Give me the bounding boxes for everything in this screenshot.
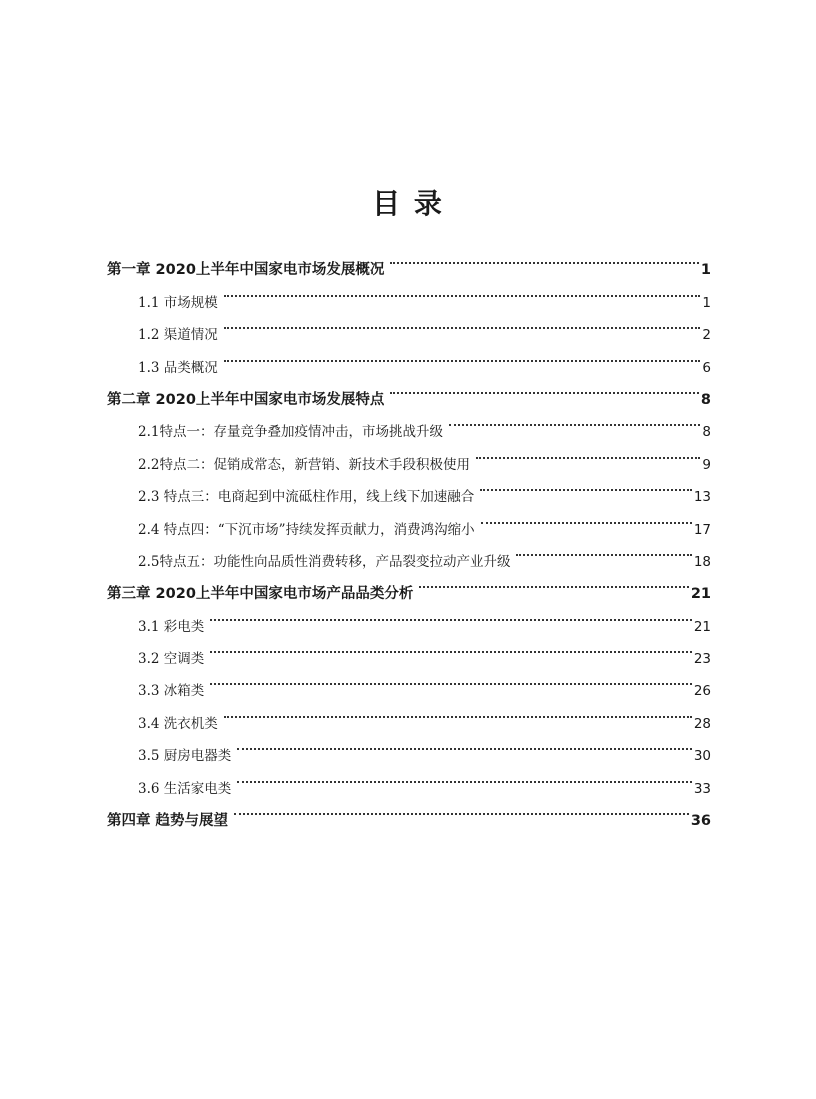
toc-entry-page-number: 13 [693,489,711,506]
toc-entry-page-number: 21 [690,586,711,603]
toc-dot-leader [224,339,701,371]
toc-entry-page-number: 33 [693,780,711,797]
toc-entry-page-number: 1 [700,262,711,279]
toc-entry-page-number: 8 [700,391,711,408]
toc-entry-page-number: 9 [702,456,711,473]
toc-entry-label: 2.1特点一：存量竞争叠加疫情冲击，市场挑战升级 [138,424,443,441]
toc-entry-label: 2.2特点二：促销成常态，新营销、新技术手段积极使用 [138,456,470,473]
toc-entry-page-number: 30 [693,748,711,765]
toc-entry-page-number: 17 [693,521,711,538]
toc-dot-leader [237,760,692,792]
toc-dot-leader [390,372,699,404]
toc-dot-leader [210,631,692,663]
page-title: 目 录 [372,187,444,220]
toc-entry-label: 2.4 特点四：“下沉市场”持续发挥贡献力，消费鸿沟缩小 [138,521,475,538]
toc-dot-leader [224,695,692,727]
toc-entry-label: 第一章 2020上半年中国家电市场发展概况 [107,262,385,279]
toc-dot-leader [476,436,700,468]
toc-entry-page-number: 6 [702,359,711,376]
toc-dot-leader [237,728,692,760]
toc-dot-leader [234,793,689,825]
toc-entry-page-number: 8 [702,424,711,441]
toc-entry-page-number: 28 [693,715,711,732]
toc-entry-label: 2.3 特点三：电商起到中流砥柱作用，线上线下加速融合 [138,489,475,506]
toc-entry-label: 3.1 彩电类 [138,618,205,635]
toc-dot-leader [210,663,692,695]
toc-dot-leader [210,598,692,630]
toc-entry-label: 3.4 洗衣机类 [138,715,218,732]
toc-entry-page-number: 1 [702,294,711,311]
toc-entry-label: 1.2 渠道情况 [138,327,218,344]
toc-entry-label: 1.1 市场规模 [138,294,218,311]
toc-dot-leader [449,404,700,436]
toc-dot-leader [481,501,692,533]
toc-entry-label: 第二章 2020上半年中国家电市场发展特点 [107,391,385,408]
toc-dot-leader [516,534,691,566]
toc-entry-page-number: 18 [693,553,711,570]
toc-entry-page-number: 23 [693,651,711,668]
toc-entry-label: 第四章 趋势与展望 [107,813,229,830]
toc-dot-leader [224,307,701,339]
toc-entry-label: 3.5 厨房电器类 [138,748,232,765]
toc-entry-label: 3.2 空调类 [138,651,205,668]
toc-entry-page-number: 2 [702,327,711,344]
toc-entry-label: 第三章 2020上半年中国家电市场产品品类分析 [107,586,414,603]
toc-dot-leader [390,242,699,274]
table-of-contents [107,242,711,830]
toc-chapter-entry[interactable] [107,242,711,279]
toc-entry-label: 2.5特点五：功能性向品质性消费转移，产品裂变拉动产业升级 [138,553,511,570]
toc-entry-label: 1.3 品类概况 [138,359,218,376]
toc-dot-leader [224,274,701,306]
toc-dot-leader [480,469,692,501]
toc-entry-label: 3.3 冰箱类 [138,683,205,700]
toc-entry-page-number: 21 [693,618,711,635]
toc-entry-page-number: 26 [693,683,711,700]
toc-dot-leader [419,566,688,598]
toc-entry-page-number: 36 [690,813,711,830]
toc-entry-label: 3.6 生活家电类 [138,780,232,797]
